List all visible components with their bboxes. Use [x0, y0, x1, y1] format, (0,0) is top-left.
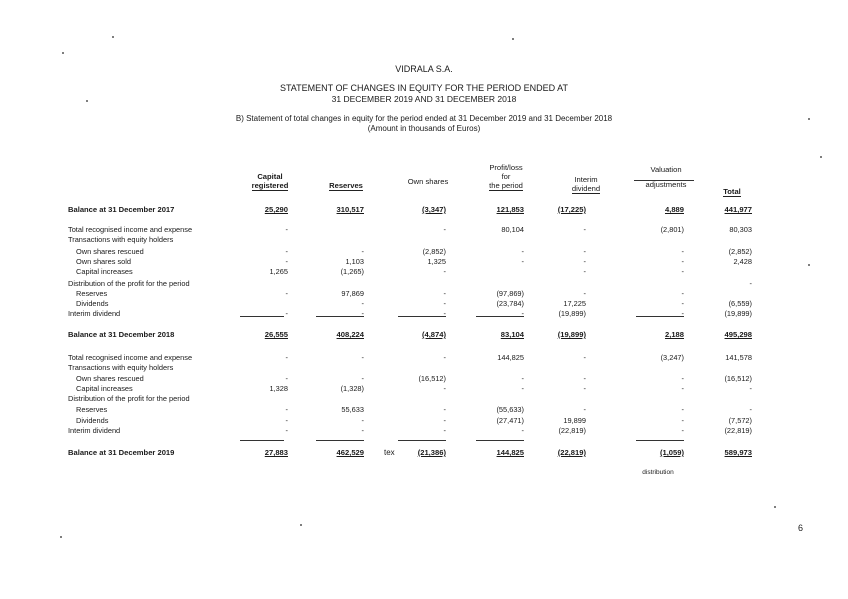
ownshares-prefix: tex — [384, 448, 395, 457]
subtotal-rule — [476, 316, 524, 317]
table-cell: 144,825 — [496, 448, 524, 457]
table-row — [0, 267, 848, 277]
table-cell: - — [443, 384, 446, 393]
subtotal-rule — [636, 316, 684, 317]
col-header-own-shares-line: Own shares — [407, 177, 449, 186]
scan-speck — [300, 524, 302, 526]
table-cell: - — [443, 289, 446, 298]
scan-speck — [774, 506, 776, 508]
scan-speck — [62, 52, 64, 54]
amount-units: (Amount in thousands of Euros) — [367, 124, 481, 133]
table-cell: - — [443, 353, 446, 362]
table-cell: (2,852) — [728, 247, 752, 256]
table-cell: 408,224 — [336, 330, 364, 339]
table-cell: (1,059) — [659, 448, 684, 457]
table-cell: - — [521, 247, 524, 256]
table-cell: 2,188 — [664, 330, 684, 339]
row-label: Own shares rescued — [76, 374, 144, 383]
table-cell: - — [681, 299, 684, 308]
page-number: 6 — [798, 523, 804, 533]
table-row — [0, 235, 848, 245]
row-label: Own shares rescued — [76, 247, 144, 256]
table-cell: - — [521, 426, 524, 435]
table-cell: (55,633) — [496, 405, 524, 414]
balance-row — [0, 330, 848, 340]
distribution-note: distribution — [642, 469, 674, 476]
col-header-valuation — [628, 165, 704, 189]
table-cell: - — [285, 416, 288, 425]
subtotal-rule — [398, 440, 446, 441]
row-label: Dividends — [76, 299, 109, 308]
table-cell: - — [285, 289, 288, 298]
table-cell: - — [285, 353, 288, 362]
table-row — [0, 289, 848, 299]
table-cell: - — [749, 384, 752, 393]
col-header-reserves-line: Reserves — [329, 181, 363, 190]
subtotal-rule — [240, 440, 284, 441]
table-cell: 80,303 — [729, 225, 752, 234]
scan-speck — [512, 38, 514, 40]
subtotal-rule — [636, 440, 684, 441]
table-cell: - — [443, 405, 446, 414]
table-cell: 80,104 — [501, 225, 524, 234]
col-header-own-shares — [396, 177, 460, 186]
table-cell: 4,889 — [664, 205, 684, 214]
table-cell: 25,290 — [264, 205, 288, 214]
table-cell: 441,977 — [724, 205, 752, 214]
row-label: Dividends — [76, 416, 109, 425]
subtotal-rule — [476, 440, 524, 441]
table-cell: - — [681, 289, 684, 298]
header-rule — [634, 180, 694, 181]
table-cell: (17,225) — [557, 205, 586, 214]
table-cell: (27,471) — [496, 416, 524, 425]
table-row — [0, 384, 848, 394]
table-row — [0, 353, 848, 363]
table-cell: (6,559) — [728, 299, 752, 308]
table-row — [0, 363, 848, 373]
table-cell: (22,819) — [557, 448, 586, 457]
table-cell: 310,517 — [336, 205, 364, 214]
col-header-valuation-line1: Valuation — [650, 165, 682, 174]
table-cell: (23,784) — [496, 299, 524, 308]
scan-speck — [808, 264, 810, 266]
col-header-interim-line1: Interim — [574, 175, 598, 184]
table-cell: (97,869) — [496, 289, 524, 298]
table-cell: 17,225 — [563, 299, 586, 308]
subtotal-rule — [398, 316, 446, 317]
table-cell: 27,883 — [264, 448, 288, 457]
table-cell: - — [285, 247, 288, 256]
table-cell: - — [681, 309, 684, 318]
table-row — [0, 416, 848, 426]
table-cell: - — [583, 289, 586, 298]
col-header-total — [712, 187, 752, 197]
table-cell: (2,801) — [660, 225, 684, 234]
row-label: Balance at 31 December 2019 — [68, 448, 175, 457]
table-cell: 1,265 — [269, 267, 288, 276]
table-cell: - — [285, 309, 288, 318]
table-cell: 141,578 — [725, 353, 752, 362]
col-header-capital — [238, 172, 302, 191]
table-cell: (16,512) — [418, 374, 446, 383]
table-cell: - — [285, 374, 288, 383]
table-cell: - — [521, 384, 524, 393]
table-cell: 121,853 — [496, 205, 524, 214]
table-cell: - — [583, 353, 586, 362]
table-cell: - — [681, 374, 684, 383]
table-cell: 83,104 — [500, 330, 524, 339]
table-cell: (1,265) — [340, 267, 364, 276]
table-cell: (4,874) — [421, 330, 446, 339]
row-label: Reserves — [76, 289, 108, 298]
col-header-capital-line2: registered — [251, 181, 289, 190]
table-cell: - — [681, 405, 684, 414]
subtotal-rule — [316, 440, 364, 441]
table-cell: - — [361, 374, 364, 383]
table-row — [0, 299, 848, 309]
table-cell: - — [285, 225, 288, 234]
table-row — [0, 279, 848, 289]
row-label: Interim dividend — [68, 426, 121, 435]
table-cell: (22,819) — [724, 426, 752, 435]
row-label: Distribution of the profit for the period — [68, 279, 190, 288]
table-cell: 2,428 — [733, 257, 752, 266]
table-cell: - — [749, 279, 752, 288]
row-label: Transactions with equity holders — [68, 235, 174, 244]
col-header-total-line: Total — [723, 187, 741, 196]
scan-speck — [86, 100, 88, 102]
table-row — [0, 374, 848, 384]
col-header-interim-line2: dividend — [571, 184, 601, 193]
table-cell: 1,103 — [345, 257, 364, 266]
table-cell: - — [681, 416, 684, 425]
table-cell: (7,572) — [728, 416, 752, 425]
row-label: Transactions with equity holders — [68, 363, 174, 372]
table-cell: (21,386) — [417, 448, 446, 457]
table-cell: - — [749, 405, 752, 414]
col-header-valuation-line2: adjustments — [645, 180, 687, 189]
table-cell: - — [583, 247, 586, 256]
table-cell: - — [443, 416, 446, 425]
table-cell: (19,899) — [557, 330, 586, 339]
row-label: Balance at 31 December 2017 — [68, 205, 175, 214]
table-cell: - — [285, 405, 288, 414]
table-row — [0, 257, 848, 267]
table-row — [0, 394, 848, 404]
table-cell: - — [583, 374, 586, 383]
col-header-profit-line1: Profit/loss — [489, 163, 523, 172]
table-cell: - — [521, 309, 524, 318]
table-cell: - — [681, 267, 684, 276]
row-label: Reserves — [76, 405, 108, 414]
table-cell: - — [521, 257, 524, 266]
scan-speck — [808, 118, 810, 120]
table-cell: 1,325 — [427, 257, 446, 266]
row-label: Total recognised income and expense — [68, 225, 193, 234]
table-cell: 26,555 — [264, 330, 288, 339]
table-cell: 19,899 — [563, 416, 586, 425]
table-cell: - — [583, 405, 586, 414]
table-cell: - — [443, 267, 446, 276]
table-cell: - — [443, 426, 446, 435]
row-label: Balance at 31 December 2018 — [68, 330, 175, 339]
table-cell: - — [285, 257, 288, 266]
subtotal-rule — [240, 316, 284, 317]
table-cell: - — [361, 299, 364, 308]
table-cell: (22,819) — [558, 426, 586, 435]
table-cell: - — [583, 267, 586, 276]
table-cell: 1,328 — [269, 384, 288, 393]
balance-row — [0, 448, 848, 458]
row-label: Own shares sold — [76, 257, 132, 266]
table-cell: (2,852) — [422, 247, 446, 256]
table-cell: - — [443, 309, 446, 318]
balance-row — [0, 205, 848, 215]
row-label: Distribution of the profit for the period — [68, 394, 190, 403]
table-cell: 55,633 — [341, 405, 364, 414]
table-cell: (16,512) — [724, 374, 752, 383]
table-cell: - — [361, 426, 364, 435]
table-row — [0, 426, 848, 436]
table-cell: - — [681, 384, 684, 393]
table-cell: - — [285, 426, 288, 435]
table-row — [0, 309, 848, 319]
table-cell: 462,529 — [336, 448, 364, 457]
row-label: Capital increases — [76, 267, 133, 276]
table-cell: - — [361, 247, 364, 256]
table-cell: - — [521, 374, 524, 383]
subtotal-rule — [316, 316, 364, 317]
table-cell: 144,825 — [497, 353, 524, 362]
table-cell: - — [583, 257, 586, 266]
table-cell: (3,247) — [660, 353, 684, 362]
statement-title: STATEMENT OF CHANGES IN EQUITY FOR THE PERIOD ENDED AT — [279, 83, 569, 93]
statement-subtitle: B) Statement of total changes in equity for the period ended at 31 December 2019 and 31 December 2018 — [235, 114, 613, 123]
table-cell: (19,899) — [558, 309, 586, 318]
col-header-capital-line1: Capital — [257, 172, 283, 181]
table-cell: - — [443, 225, 446, 234]
table-cell: - — [583, 225, 586, 234]
table-cell: (19,899) — [724, 309, 752, 318]
col-header-interim-dividend — [554, 175, 618, 194]
table-cell: (3,347) — [421, 205, 446, 214]
table-cell: (1,328) — [340, 384, 364, 393]
table-cell: 97,869 — [341, 289, 364, 298]
table-row — [0, 405, 848, 415]
row-label: Total recognised income and expense — [68, 353, 193, 362]
table-row — [0, 225, 848, 235]
row-label: Interim dividend — [68, 309, 121, 318]
table-cell: - — [361, 416, 364, 425]
table-cell: - — [361, 309, 364, 318]
table-cell: - — [681, 426, 684, 435]
scan-speck — [112, 36, 114, 38]
col-header-profit-line3: the period — [489, 181, 523, 190]
table-cell: 589,973 — [724, 448, 752, 457]
row-label: Capital increases — [76, 384, 133, 393]
table-cell: - — [361, 353, 364, 362]
table-cell: - — [583, 384, 586, 393]
scan-speck — [60, 536, 62, 538]
table-row — [0, 247, 848, 257]
table-cell: 495,298 — [724, 330, 752, 339]
table-cell: - — [443, 299, 446, 308]
company-name: VIDRALA S.A. — [395, 64, 453, 74]
table-cell: - — [681, 247, 684, 256]
col-header-reserves — [318, 181, 374, 191]
col-header-profit-line2: for — [501, 172, 511, 181]
statement-period: 31 DECEMBER 2019 AND 31 DECEMBER 2018 — [331, 94, 517, 104]
table-cell: - — [681, 257, 684, 266]
col-header-profit — [468, 163, 544, 191]
scan-speck — [820, 156, 822, 158]
